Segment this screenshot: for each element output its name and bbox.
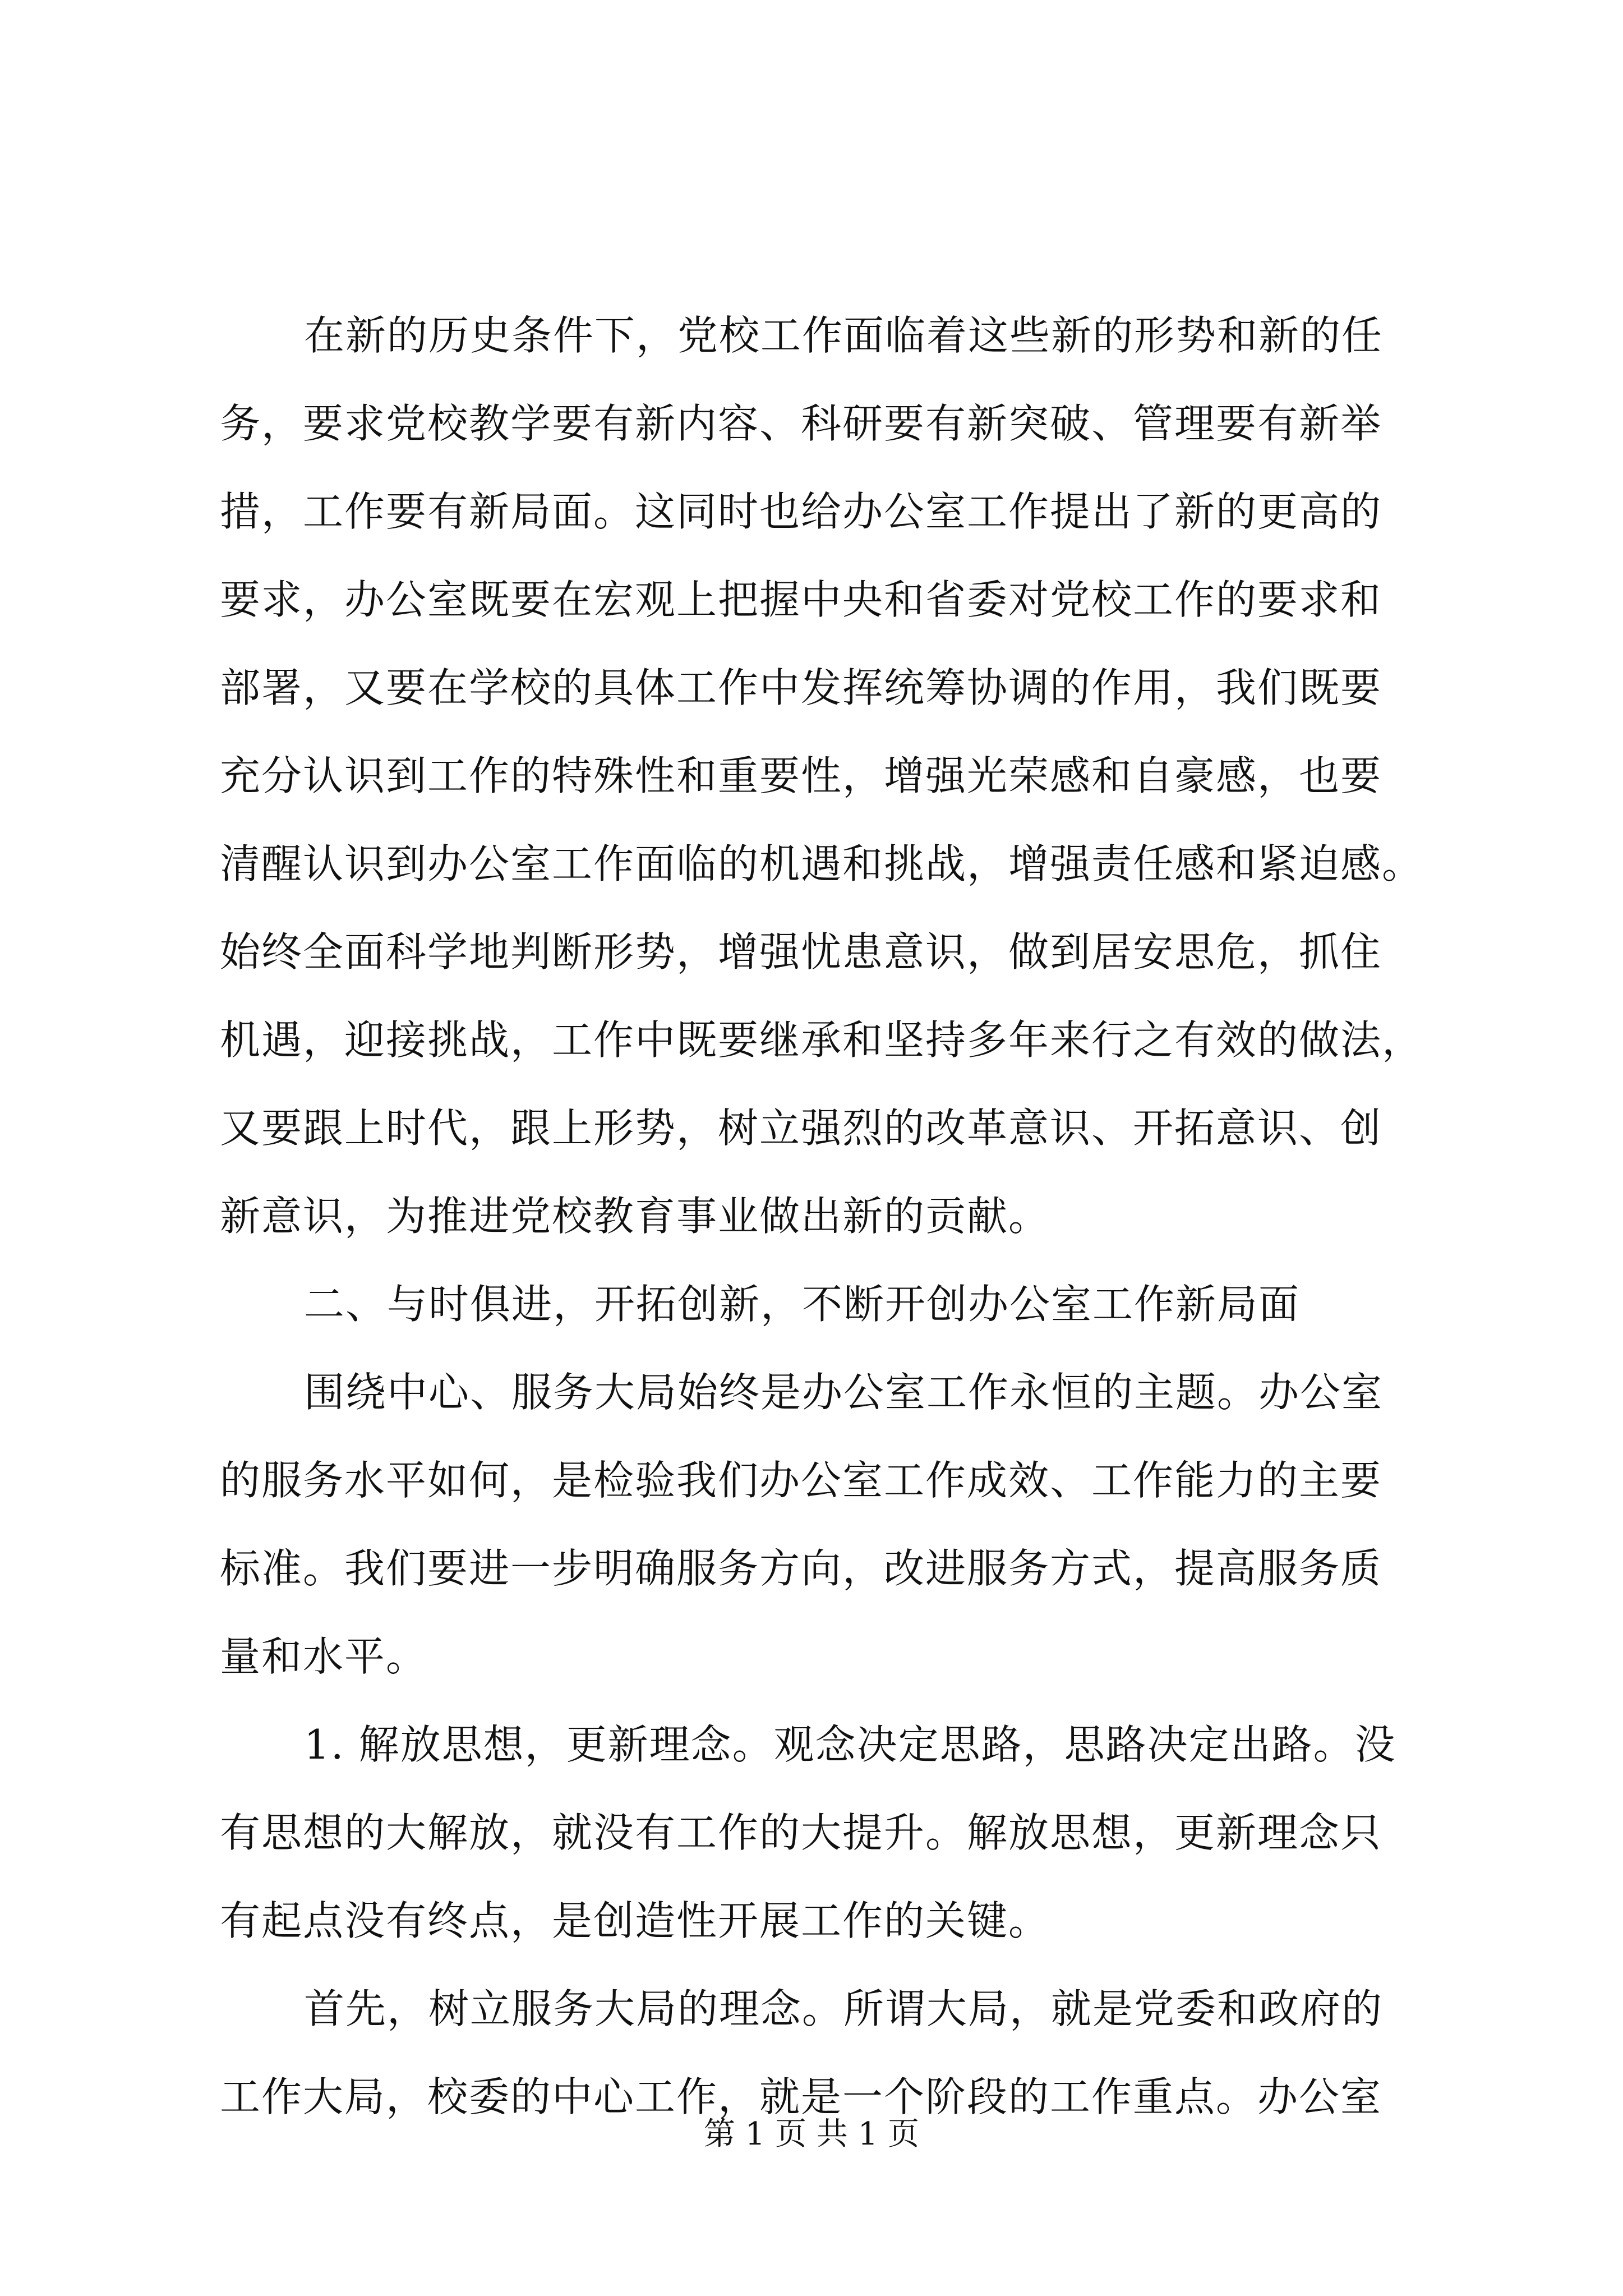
paragraph-line: 又要跟上时代，跟上形势，树立强烈的改革意识、开拓意识、创 <box>220 1105 1382 1152</box>
paragraph-line: 清醒认识到办公室工作面临的机遇和挑战，增强责任感和紧迫感。 <box>220 840 1424 887</box>
paragraph-line: 要求，办公室既要在宏观上把握中央和省委对党校工作的要求和 <box>220 576 1382 623</box>
document-body <box>220 292 1423 2141</box>
paragraph-line: 1. 解放思想，更新理念。观念决定思路，思路决定出路。没 <box>304 1721 1396 1768</box>
section-heading: 二、与时俱进，开拓创新，不断开创办公室工作新局面 <box>304 1281 1301 1328</box>
paragraph-line: 始终全面科学地判断形势，增强忧患意识，做到居安思危，抓住 <box>220 928 1382 976</box>
paragraph-line: 工作大局，校委的中心工作，就是一个阶段的工作重点。办公室 <box>220 2073 1382 2120</box>
paragraph-line: 务，要求党校教学要有新内容、科研要有新突破、管理要有新举 <box>220 400 1382 447</box>
paragraph-line: 有思想的大解放，就没有工作的大提升。解放思想，更新理念只 <box>220 1809 1382 1856</box>
paragraph-line: 首先，树立服务大局的理念。所谓大局，就是党委和政府的 <box>304 1985 1384 2032</box>
paragraph-line: 的服务水平如何，是检验我们办公室工作成效、工作能力的主要 <box>220 1457 1382 1504</box>
page-number-footer: 第 1 页 共 1 页 <box>703 2116 920 2152</box>
paragraph-line: 机遇，迎接挑战，工作中既要继承和坚持多年来行之有效的做法， <box>220 1016 1424 1064</box>
paragraph-line: 量和水平。 <box>220 1633 428 1680</box>
paragraph-line: 标准。我们要进一步明确服务方向，改进服务方式，提高服务质 <box>220 1545 1382 1592</box>
paragraph-line: 新意识，为推进党校教育事业做出新的贡献。 <box>220 1193 1050 1240</box>
paragraph-line: 部署，又要在学校的具体工作中发挥统筹协调的作用，我们既要 <box>220 664 1382 711</box>
paragraph-line: 充分认识到工作的特殊性和重要性，增强光荣感和自豪感，也要 <box>220 752 1382 799</box>
paragraph-line: 在新的历史条件下，党校工作面临着这些新的形势和新的任 <box>304 312 1384 359</box>
paragraph-line: 措，工作要有新局面。这同时也给办公室工作提出了新的更高的 <box>220 488 1382 535</box>
paragraph-line: 有起点没有终点，是创造性开展工作的关键。 <box>220 1897 1050 1944</box>
paragraph-line: 围绕中心、服务大局始终是办公室工作永恒的主题。办公室 <box>304 1369 1384 1416</box>
